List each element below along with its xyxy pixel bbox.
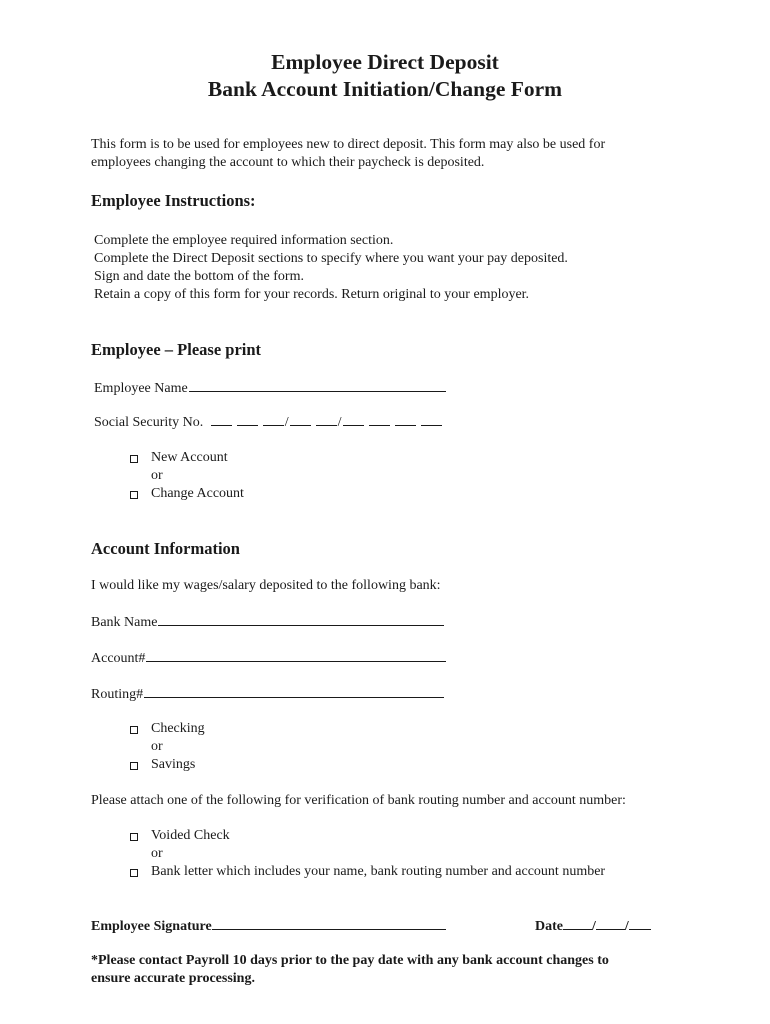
date-row xyxy=(535,916,651,936)
account-number-field[interactable] xyxy=(146,648,446,662)
new-account-label: New Account xyxy=(151,450,228,465)
date-label: Date xyxy=(535,919,563,934)
form-title-line2: Bank Account Initiation/Change Form xyxy=(207,77,563,101)
employee-name-field[interactable] xyxy=(189,378,446,392)
employee-heading: Employee – Please print xyxy=(91,340,262,359)
routing-number-field[interactable] xyxy=(144,684,444,698)
signature-field[interactable] xyxy=(212,916,446,930)
savings-checkbox[interactable] xyxy=(130,762,138,770)
instruction-item: Retain a copy of this form for your records. Return original to your employer. xyxy=(94,287,530,302)
routing-number-row xyxy=(91,684,444,704)
instructions-heading: Employee Instructions: xyxy=(91,191,256,210)
instruction-item: Sign and date the bottom of the form. xyxy=(94,269,304,284)
new-account-checkbox[interactable] xyxy=(130,455,138,463)
or-text: or xyxy=(151,846,163,861)
ssn-digit-field[interactable] xyxy=(290,413,311,426)
account-number-label: Account# xyxy=(91,651,146,666)
or-text: or xyxy=(151,468,163,483)
ssn-digit-field[interactable] xyxy=(263,413,284,426)
bank-letter-label: Bank letter which includes your name, bank routing number and account number xyxy=(151,864,606,879)
ssn-digit-field[interactable] xyxy=(421,413,442,426)
checking-label: Checking xyxy=(151,721,205,736)
bank-letter-checkbox[interactable] xyxy=(130,869,138,877)
intro-line2: employees changing the account to which their paycheck is deposited. xyxy=(91,155,485,170)
routing-number-label: Routing# xyxy=(91,687,144,702)
instruction-item: Complete the Direct Deposit sections to specify where you want your pay deposited. xyxy=(94,251,568,266)
account-heading: Account Information xyxy=(91,539,240,558)
or-text: or xyxy=(151,739,163,754)
ssn-digit-field[interactable] xyxy=(211,413,232,426)
savings-label: Savings xyxy=(151,757,196,772)
bank-name-label: Bank Name xyxy=(91,615,158,630)
date-year-field[interactable] xyxy=(629,916,651,930)
account-number-row xyxy=(91,648,446,668)
ssn-separator: / xyxy=(284,415,289,430)
employee-name-label: Employee Name xyxy=(94,381,188,396)
date-day-field[interactable] xyxy=(596,916,625,930)
signature-label: Employee Signature xyxy=(91,919,212,934)
bank-name-field[interactable] xyxy=(158,612,444,626)
employee-name-row xyxy=(94,378,446,398)
voided-check-checkbox[interactable] xyxy=(130,833,138,841)
date-separator: / xyxy=(592,919,596,934)
change-account-label: Change Account xyxy=(151,486,244,501)
ssn-digit-field[interactable] xyxy=(395,413,416,426)
form-title-line1: Employee Direct Deposit xyxy=(271,50,499,74)
date-month-field[interactable] xyxy=(563,916,592,930)
account-intro: I would like my wages/salary deposited to the following bank: xyxy=(91,578,441,593)
date-separator: / xyxy=(624,919,629,934)
signature-row xyxy=(91,916,446,936)
change-account-checkbox[interactable] xyxy=(130,491,138,499)
checking-checkbox[interactable] xyxy=(130,726,138,734)
ssn-label: Social Security No. xyxy=(94,415,204,430)
ssn-separator: / xyxy=(337,415,342,430)
ssn-digit-field[interactable] xyxy=(316,413,337,426)
payroll-notice-line1: *Please contact Payroll 10 days prior to the pay date with any bank account changes to xyxy=(91,953,609,968)
bank-name-row xyxy=(91,612,444,632)
ssn-row xyxy=(94,413,447,432)
ssn-digit-field[interactable] xyxy=(237,413,258,426)
intro-line1: This form is to be used for employees new to direct deposit. This form may also be used for xyxy=(91,137,606,152)
verification-intro: Please attach one of the following for verification of bank routing number and account number: xyxy=(91,793,626,808)
payroll-notice-line2: ensure accurate processing. xyxy=(91,971,255,986)
instruction-item: Complete the employee required information section. xyxy=(94,233,394,248)
ssn-digit-field[interactable] xyxy=(369,413,390,426)
voided-check-label: Voided Check xyxy=(151,828,230,843)
ssn-field[interactable] xyxy=(211,413,447,432)
ssn-digit-field[interactable] xyxy=(343,413,364,426)
